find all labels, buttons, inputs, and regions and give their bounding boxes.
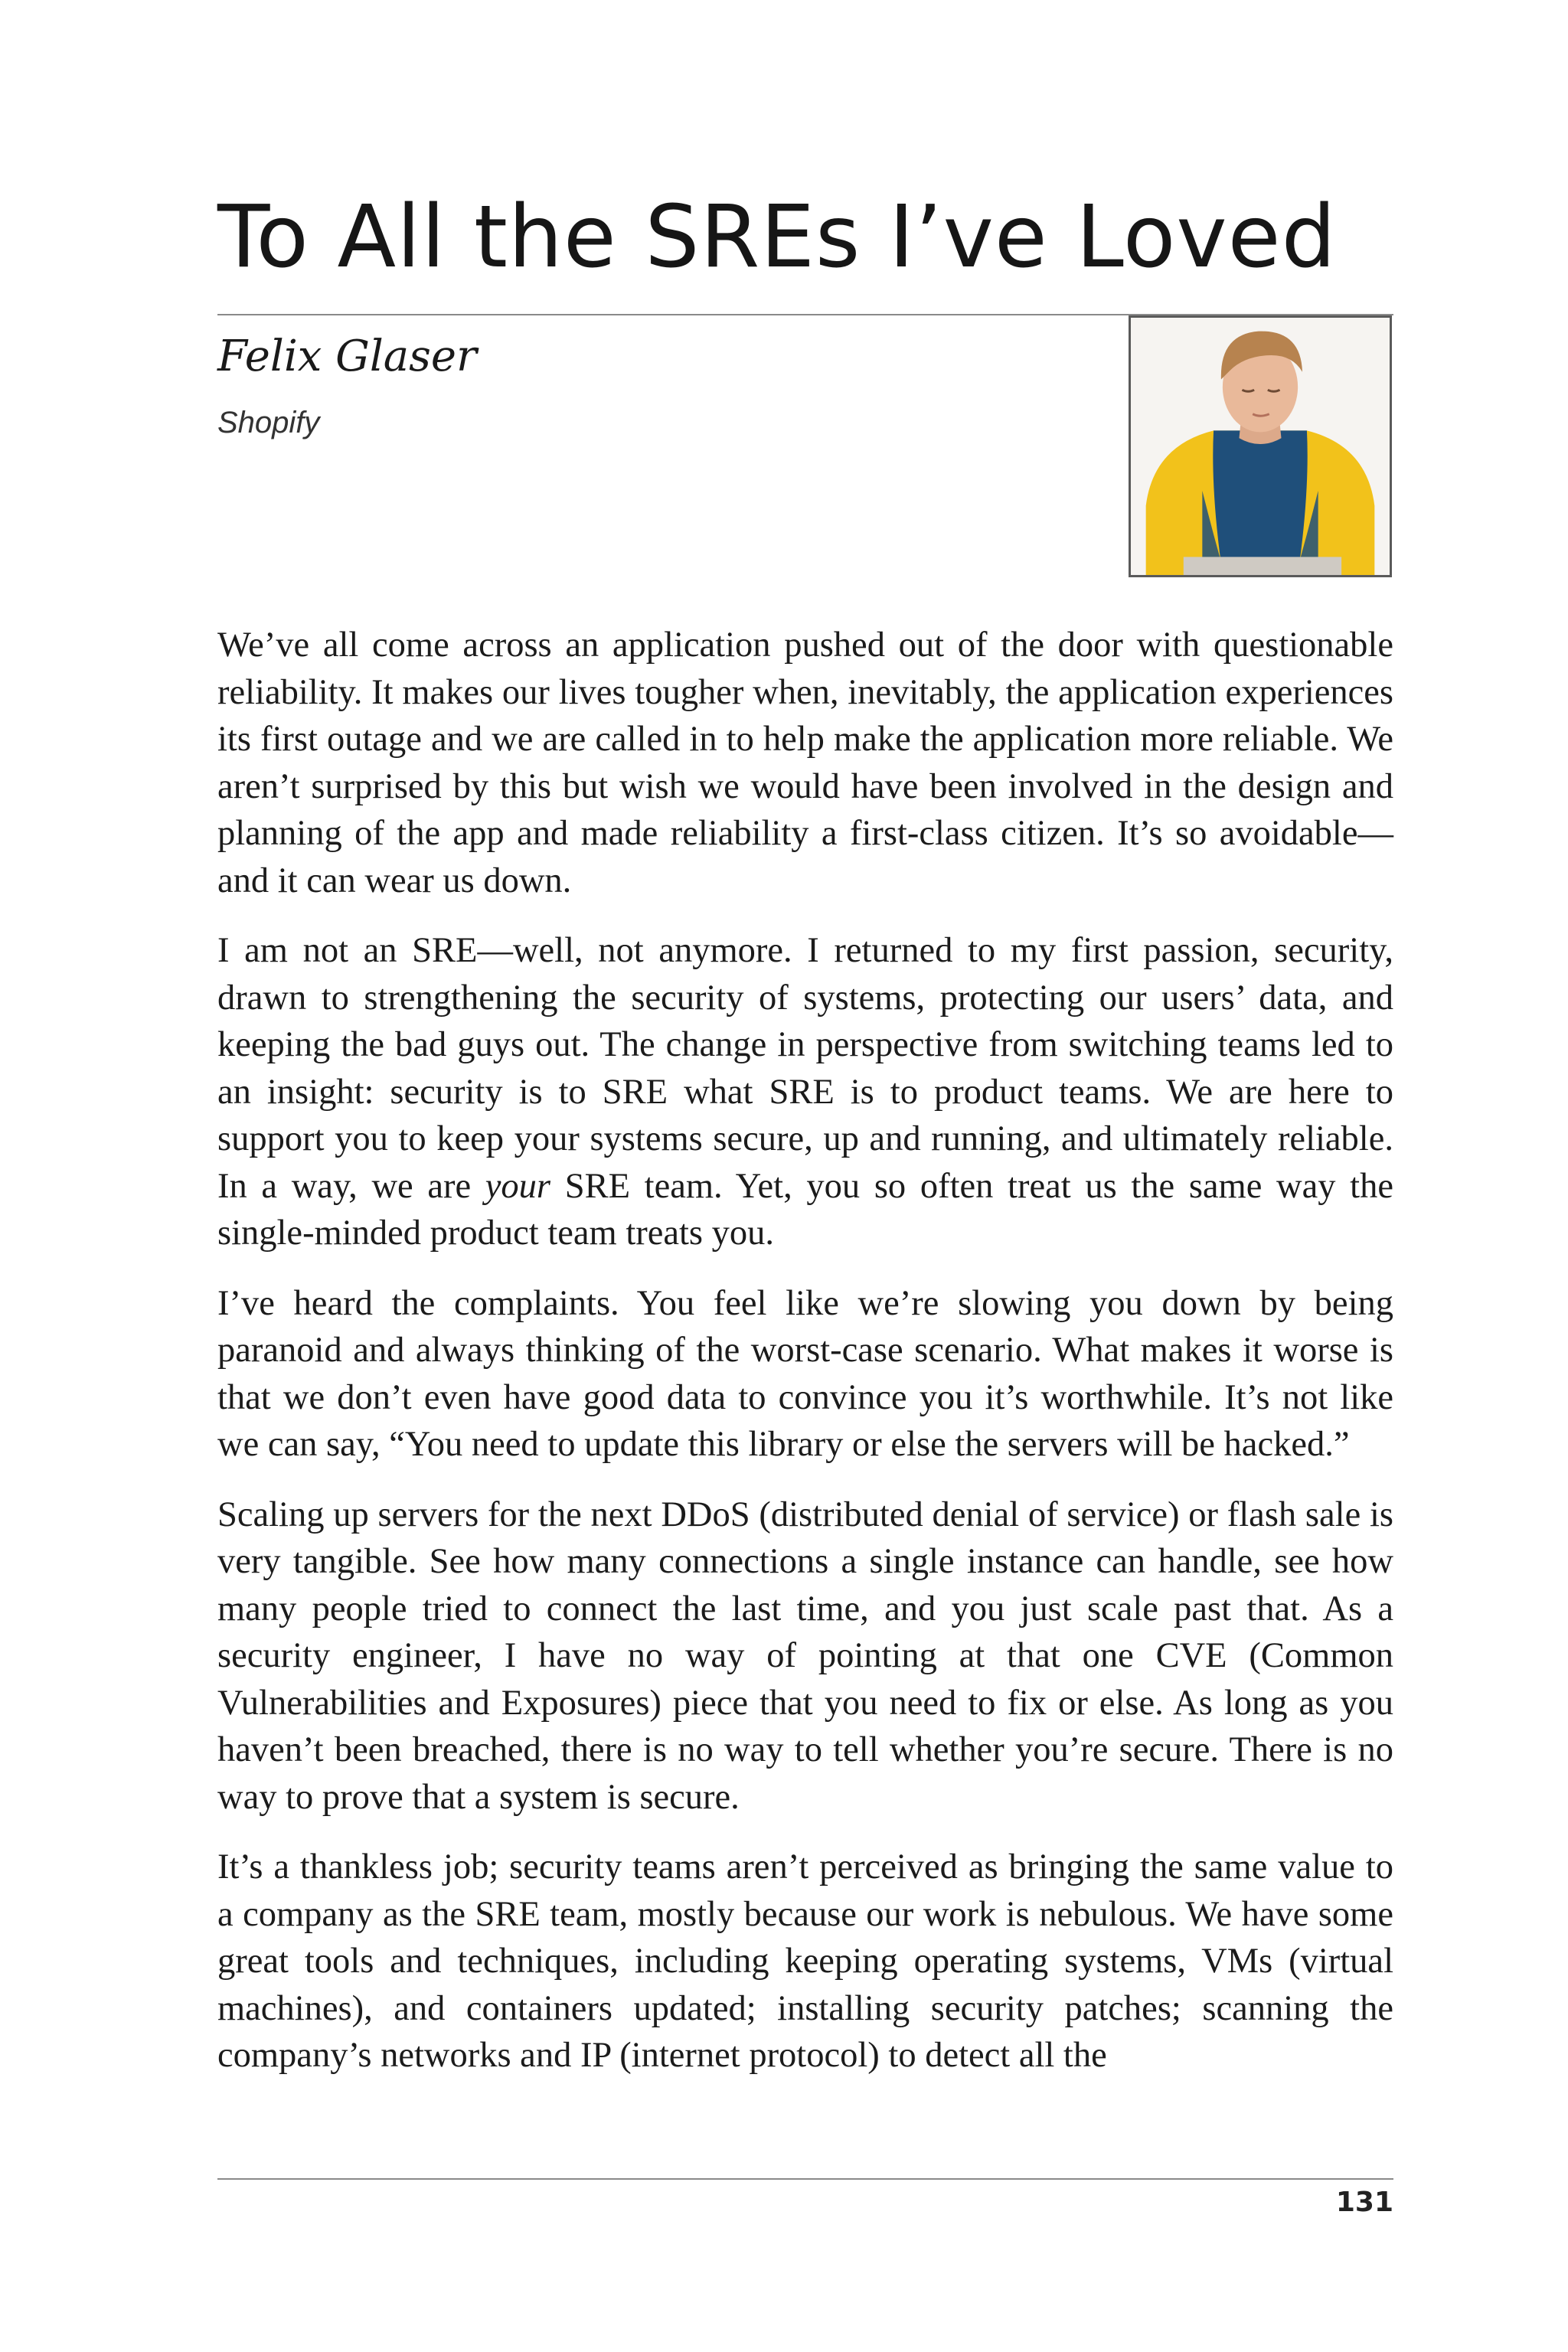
laptop-shape <box>1184 557 1341 575</box>
author-photo <box>1129 315 1392 577</box>
paragraph-2-text-end: SRE team. Yet, you so often treat us the same way the single-minded product team treats you. <box>217 1166 1393 1253</box>
paragraph-2-text-start: I am not an SRE—well, not anymore. I returned to my first passion, security, drawn to strengthening the security of systems, protecting our users’ data, and keeping the bad guys out. The change in perspective from switching teams led to an insight: security is to SRE what SRE is to product teams. We are here to support you to keep your systems secure, up and running, and ultimately reliable. In a way, we are <box>217 931 1393 1206</box>
page-number: 131 <box>1335 2187 1393 2218</box>
footer-divider <box>217 2178 1393 2180</box>
author-company: Shopify <box>217 406 320 439</box>
author-name: Felix Glaser <box>217 332 477 381</box>
author-portrait-illustration <box>1131 318 1390 575</box>
paragraph-1: We’ve all come across an application pushed out of the door with questionable reliability. It makes our lives tougher when, inevitably, the application experiences its first outage and we are called in to help make the application more reliable. We aren’t surprised by this but wish we would have been involved in the design and planning of the app and made reliability a first-class citizen. It’s so avoidable—and it can wear us down. <box>217 626 1393 900</box>
sweater-blue-panel <box>1213 430 1307 575</box>
article-body <box>217 622 1393 2102</box>
paragraph-2-emphasis: your <box>485 1166 551 1206</box>
paragraph-3: I’ve heard the complaints. You feel like we’re slowing you down by being paranoid and always thinking of the worst-case scenario. What makes it worse is that we don’t even have good data to convince you it’s worthwhile. It’s not like we can say, “You need to update this library or else the servers will be hacked.” <box>217 1283 1393 1464</box>
paragraph-5: It’s a thankless job; security teams aren’t perceived as bringing the same value to a company as the SRE team, mostly because our work is nebulous. We have some great tools and techniques, including keeping operating systems, VMs (virtual machines), and containers updated; installing security patches; scanning the company’s networks and IP (internet protocol) to detect all the <box>217 1847 1393 2075</box>
chapter-title: To All the SREs I’ve Loved <box>217 188 1337 287</box>
paragraph-4: Scaling up servers for the next DDoS (distributed denial of service) or flash sale is very tangible. See how many connections a single instance can handle, see how many people tried to connect the last time, and you just scale past that. As a security engineer, I have no way of pointing at that one CVE (Common Vulnerabilities and Exposures) piece that you need to fix or else. As long as you haven’t been breached, there is no way to tell whether you’re secure. There is no way to prove that a system is secure. <box>217 1494 1393 1817</box>
paragraph-2 <box>217 927 1393 1257</box>
